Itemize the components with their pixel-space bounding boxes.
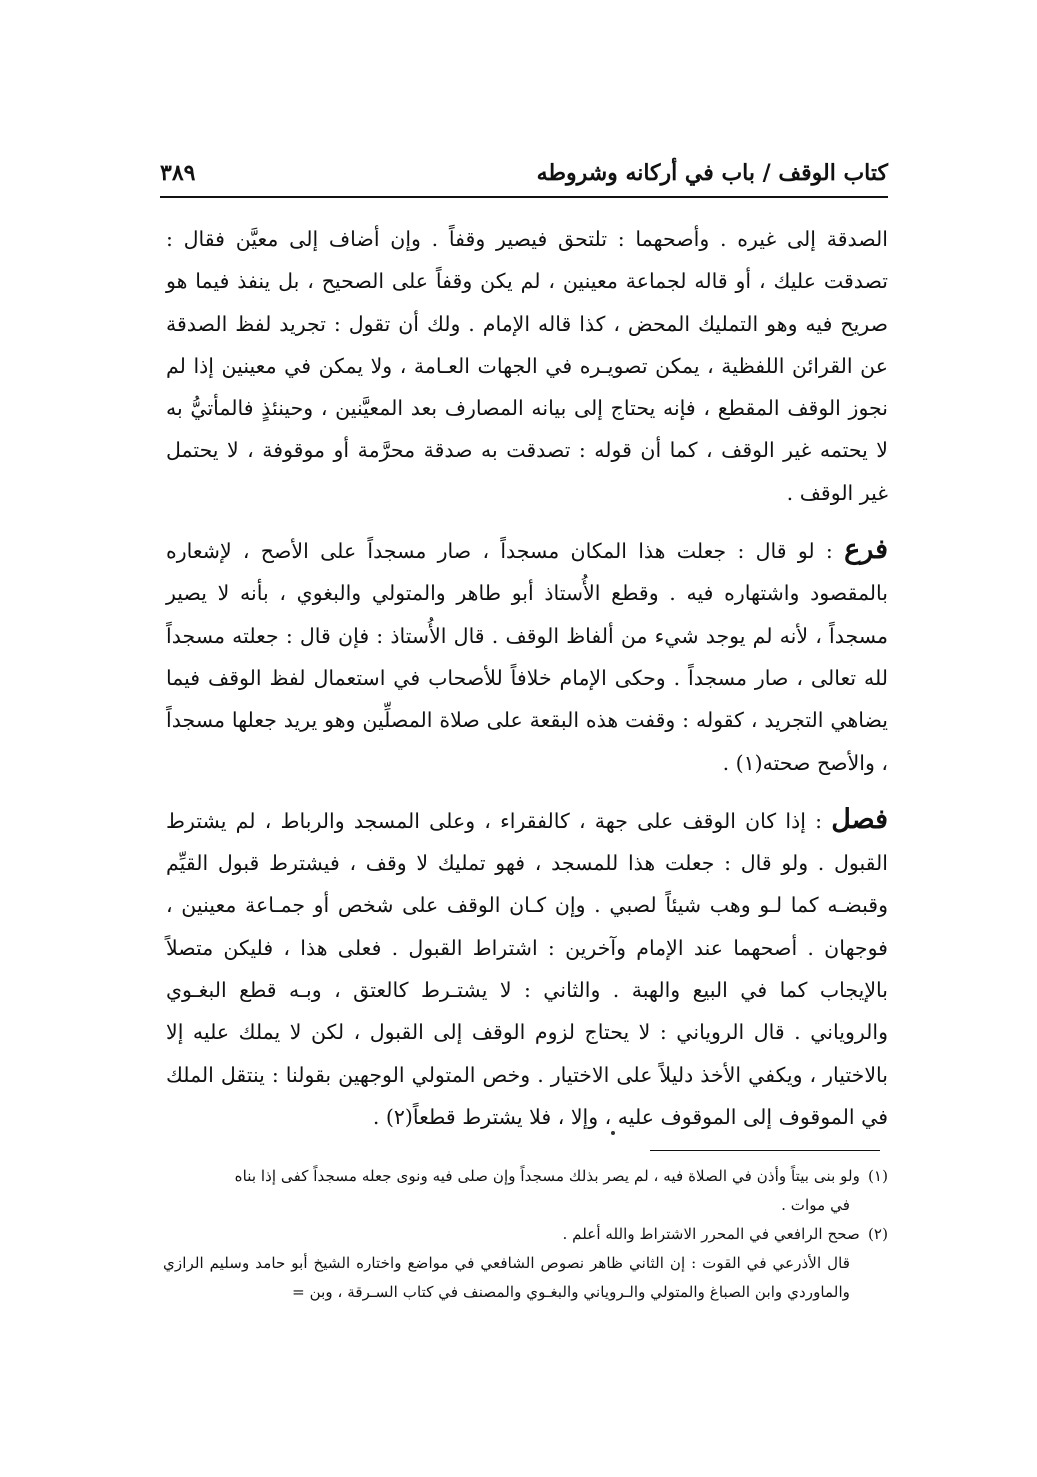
header-rule xyxy=(160,196,888,198)
paragraph-2: فرع : لو قال : جعلت هذا المكان مسجداً ، صار مسجداً على الأصح ، لإشعاره بالمقصود واشتهاره فيه . وقطع الأُستاذ أبو طاهر والمتولي والبغوي ، بأنه لا يصير مسجداً ، لأنه لم يوجد شيء من ألفاظ الوقف . قال الأُستاذ : فإن قال : جعلته مسجداً لله تعالى ، صار مسجداً . وحكى الإمام خلافاً للأصحاب في استعمال لفظ الوقف فيما يضاهي التجريد ، كقوله : وقفت هذه البقعة على صلاة المصلِّين وهو يريد جعلها مسجداً ، والأصح صحته(١) . xyxy=(166,534,888,775)
footnote-1-number: (١) xyxy=(867,1167,888,1185)
running-header xyxy=(160,150,888,186)
main-text xyxy=(166,218,888,1138)
paragraph-3: فصل : إذا كان الوقف على جهة ، كالفقراء ، وعلى المسجد والرباط ، لم يشترط القبول . ولو قال : جعلت هذا للمسجد ، فهو تمليك لا وقف ، فيشترط قبول القيِّم وقبضـه كما لـو وهب شيئاً لصبي . وإن كـان الوقف على شخص أو جمـاعة معينين ، فوجهان . أصحهما عند الإمام وآخرين : اشتراط القبول . فعلى هذا ، فليكن متصلاً بالإيجاب كما في البيع والهبة . والثاني : لا يشتـرط كالعتق ، وبـه قطع البغـوي والروياني . قال الروياني : لا يحتاج لزوم الوقف إلى القبول ، لكن لا يملك عليه إلا بالاختيار ، ويكفي الأخذ دليلاً على الاختيار . وخص المتولي الوجهين بقولنا : ينتقل الملك في الموقوف إلى الموقوف عليه ، وإلا ، فلا يشترط قطعاً(٢) . xyxy=(166,803,888,1129)
scan-speck xyxy=(611,1131,615,1135)
section-lead-far: فرع xyxy=(844,534,888,566)
footnote-2-quote: قال الأذرعي في القوت : إن الثاني ظاهر نصوص الشافعي في مواضع واختاره الشيخ أبو حامد وسليم الرازي والماوردي وابن الصباغ والمتولي والـروياني والبغـوي والمصنف في كتاب السـرقة ، وبن = xyxy=(163,1254,851,1301)
footnote-2-number: (٢) xyxy=(867,1225,888,1243)
footnote-2: (٢)صحح الرافعي في المحرر الاشتراط والله أعلم . xyxy=(163,1220,888,1249)
header-title: كتاب الوقف / باب في أركانه وشروطه xyxy=(536,160,888,186)
paragraph-1: الصدقة إلى غيره . وأصحهما : تلتحق فيصير وقفاً . وإن أضاف إلى معيَّن فقال : تصدقت عليك ، أو قاله لجماعة معينين ، لم يكن وقفاً على الصحيح ، بل ينفذ فيما هو صريح فيه وهو التمليك المحض ، كذا قاله الإمام . ولك أن تقول : تجريد لفظ الصدقة عن القرائن اللفظية ، يمكن تصويـره في الجهات العـامة ، ولا يمكن في معينين إذا لم نجوز الوقف المقطع ، فإنه يحتاج إلى بيانه المصارف بعد المعيَّنين ، وحينئذٍ فالمأتيُّ به لا يحتمه غير الوقف ، كما أن قوله : تصدقت به صدقة محرَّمة أو موقوفة ، لا يحتمل غير الوقف . xyxy=(166,227,888,505)
footnote-separator xyxy=(650,1150,880,1151)
page-number: ٣٨٩ xyxy=(160,160,196,186)
footnote-1-continuation: في موات . xyxy=(781,1196,850,1214)
section-lead-fasl: فصل xyxy=(831,803,888,835)
footnotes xyxy=(163,1162,888,1307)
footnote-1: (١)ولو بنى بيتاً وأذن في الصلاة فيه ، لم يصر بذلك مسجداً وإن صلى فيه ونوى جعله مسجداً كفى إذا بناه xyxy=(163,1162,888,1191)
